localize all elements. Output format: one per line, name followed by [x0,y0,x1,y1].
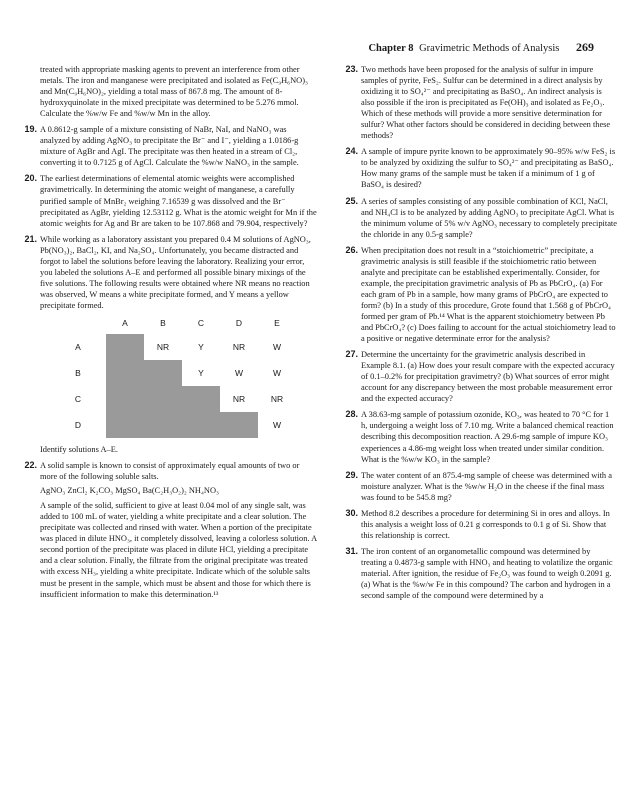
result-cell: NR [156,341,170,352]
problem-text: The water content of an 875.4-mg sample of cheese was determined with a moisture analyzer. What is the %w/w H₂O in the cheese if the final mass was found to be 545.8 mg? [361,470,612,502]
problem-28 [341,409,617,464]
problem-text: A solid sample is known to consist of approximately equal amounts of two or more of the following soluble salts. [40,461,300,482]
result-cell: W [272,419,282,430]
shaded-diagonal-block [106,412,258,438]
right-column [341,64,617,606]
column-header: B [160,317,166,328]
shaded-diagonal-block [106,334,144,360]
row-header: C [74,393,82,404]
problem-number: 28. [345,409,358,420]
result-cell: Y [198,341,204,352]
result-cell: W [234,367,244,378]
problem-text: While working as a laboratory assistant you prepared 0.4 M solutions of AgNO₃, Pb(NO₃)₂, BaCl₂, KI, and Na₂SO₄. Unfortunately, you became distracted and forgot to label the solutions before leaving the laboratory. Realizing your error, you labeled the solutions A–E and performed all possible binary mixings of the five solutions. The following results were obtained where NR means no reaction was observed, W means a white precipitate formed, and Y means a yellow precipitate formed. [40,234,311,310]
mixing-results-table [40,316,310,444]
shaded-diagonal-block [106,360,182,386]
problem-number: 24. [345,146,358,157]
left-column [20,64,318,600]
problem-text: Method 8.2 describes a procedure for determining Si in ores and alloys. In this analysis a weight loss of 0.21 g corresponds to 0.1 g of Si. Show that this relationship is correct. [361,508,610,540]
chapter-title: Gravimetric Methods of Analysis [419,43,560,54]
problem-number: 27. [345,349,358,360]
problem-31 [341,546,617,601]
column-header: C [197,317,205,328]
problem-text: A sample of impure pyrite known to be approximately 90–95% w/w FeS₂ is to be analyzed by oxidizing the sulfur to SO₄²⁻ and precipitating as BaSO₄. How many grams of the sample must be taken if a minimum of 1 g of BaSO₄ is desired? [361,147,616,190]
chapter-label: Chapter 8 [368,43,414,54]
running-header [46,40,594,55]
problem-number: 20. [24,173,37,184]
problem-29 [341,470,617,503]
problem-30 [341,508,617,541]
result-cell: NR [270,393,284,404]
identify-instruction: Identify solutions A–E. [40,444,118,454]
page-number: 269 [576,40,594,54]
problem-text: The earliest determinations of elemental atomic weights were accomplished gravimetrically. In determining the atomic weight of manganese, a carefully purified sample of MnBr₂ weighing 7.16539 g was dissolved and the Br⁻ precipitated as AgBr, yielding 12.53112 g. What is the atomic weight for Mn if the atomic weights for Ag and Br are taken to be 107.868 and 79.904, respectively? [40,174,317,228]
problem-text: When precipitation does not result in a “stoichiometric” precipitate, a gravimetric analysis is still feasible if the stoichiometric ratio between analyte and precipitate can be established experimentally. Consider, for example, the precipitation gravimetric analysis of Pb as PbCrO₄. (a) For each gram of Pb in a sample, how many grams of PbCrO₄ are expected to form? (b) In a study of this procedure, Grote found that 1.568 g of PbCrO₄ formed per gram of Pb.¹⁴ What is the apparent stoichiometry between Pb and PbCrO₄? (c) Does failing to account for the actual stoichiometry lead to a positive or negative determinate error for the analysis? [361,245,616,344]
problem-22-continued: A sample of the solid, sufficient to give at least 0.04 mol of any single salt, was added to 100 mL of water, yielding a white precipitate and a clear solution. The precipitate was collected and rinsed with water. When a portion of the precipitate was placed in dilute HNO₃, it completely dissolved, leaving a colorless solution. A second portion of the precipitate was placed in dilute HCl, yielding a precipitate and a clear solution. Finally, the filtrate from the original precipitate was treated with excess NH₃, yielding a white precipitate. Indicate which of the soluble salts must be present in the sample, which must be absent and those for which there is insufficient information to make this determination.¹³ [40,501,317,599]
problem-number: 21. [24,233,37,244]
result-cell: W [272,341,282,352]
problem-25 [341,196,617,240]
problem-number: 19. [24,124,37,135]
result-cell: NR [232,393,246,404]
problem-text: The iron content of an organometallic compound was determined by treating a 0.4873-g sample with HNO₃ and heating to volatilize the organic material. After ignition, the residue of Fe₂O₃ was found to weigh 0.2091 g. (a) What is the %w/w Fe in this compound? The carbon and hydrogen in a second sample of the compound were determined by a [361,546,613,601]
salt-list: AgNO₃ ZnCl₂ K₂CO₃ MgSO₄ Ba(C₂H₃O₂)₂ NH₄NO₃ [40,486,219,496]
row-header: A [75,341,81,352]
problem-number: 30. [345,507,358,518]
problem-27 [341,349,617,404]
mixing-results-grid [40,316,310,444]
problem-number: 25. [345,195,358,206]
row-header: B [75,367,81,378]
problem-22 [20,460,318,482]
continued-problem-text: treated with appropriate masking agents to prevent an interference from other metals. The iron and manganese were precipitated and isolated as Fe(C₉H₆NO)₃ and Mn(C₉H₆NO)₂, yielding a total mass of 867.8 mg. The amount of 8-hydroxyquinolate in the mixed precipitate was determined to be 5.276 mmol. Calculate the %w/w Fe and %w/w Mn in the alloy. [40,65,308,119]
shaded-diagonal-block [106,386,220,412]
result-cell: W [272,367,282,378]
problem-number: 26. [345,244,358,255]
column-header: D [235,317,243,328]
problem-text: Two methods have been proposed for the analysis of sulfur in impure samples of pyrite, FeS₂. Sulfur can be determined in a direct analysis by oxidizing it to SO₄²⁻ and precipitating as BaSO₄. An indirect analysis is also possible if the iron is precipitated as Fe(OH)₃ and isolated as Fe₂O₃. Which of these methods will provide a more sensitive determination for sulfur? What other factors should be considered in deciding between these methods? [361,65,611,141]
problem-text: A 0.8612-g sample of a mixture consisting of NaBr, NaI, and NaNO₃ was analyzed by adding AgNO₃ to precipitate the Br⁻ and I⁻, yielding a 1.0186-g mixture of AgBr and AgI. The precipitate was then heated in a stream of Cl₂, converting it to 0.7125 g of AgCl. Calculate the %w/w NaNO₃ in the sample. [40,125,299,168]
problem-number: 23. [345,64,358,74]
problem-21 [20,234,318,311]
row-header: D [74,419,82,430]
problem-number: 29. [345,469,358,480]
problem-19 [20,124,318,168]
problem-26 [341,245,617,344]
problem-number: 31. [345,545,358,556]
problem-20 [20,173,318,228]
problem-24 [341,146,617,190]
problem-number: 22. [24,460,37,471]
result-cell: NR [232,341,246,352]
problem-text: A series of samples consisting of any possible combination of KCl, NaCl, and NH₄Cl is to be analyzed by adding AgNO₃ to precipitate AgCl. What is the minimum volume of 5% w/v AgNO₃ necessary to completely precipitate the chloride in any 0.5-g sample? [361,196,617,239]
column-header: E [274,317,280,328]
problem-text: Determine the uncertainty for the gravimetric analysis described in Example 8.1. (a) How does your result compare with the expected accuracy of 0.1–0.2% for precipitation gravimetry? (b) What sources of error might account for any discrepancy between the most probable measurement error and the expected accuracy? [361,350,615,404]
result-cell: Y [198,367,204,378]
problem-23 [341,64,617,141]
problem-text: A 38.63-mg sample of potassium ozonide, KO₃, was heated to 70 °C for 1 h, undergoing a weight loss of 7.10 mg. Write a balanced chemical reaction describing this decomposition reaction. A 29.6-mg sample of impure KO₃ experiences a 4.86-mg weight loss when treated under similar condition. What is the %w/w KO₃ in the sample? [361,410,614,464]
column-header: A [122,317,128,328]
